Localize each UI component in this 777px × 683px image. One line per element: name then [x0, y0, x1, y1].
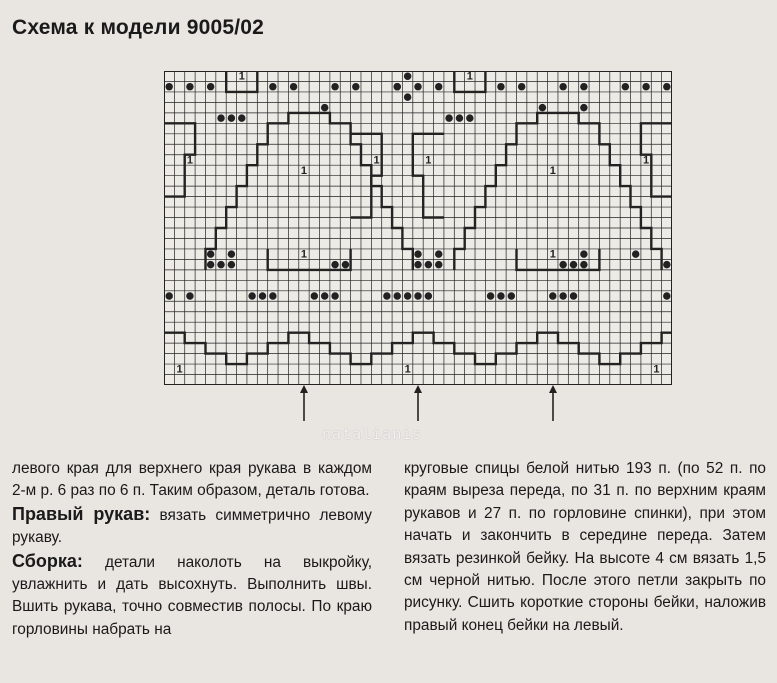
dot-symbol: [642, 83, 649, 90]
dot-symbol: [622, 83, 629, 90]
knitting-chart: [164, 71, 672, 385]
dot-symbol: [632, 250, 639, 257]
dot-symbol: [331, 83, 338, 90]
dot-symbol: [259, 292, 266, 299]
dot-symbol: [228, 114, 235, 121]
dot-symbol: [445, 114, 452, 121]
dot-symbol: [663, 261, 670, 268]
dot-symbol: [414, 83, 421, 90]
stitch-label: 1: [549, 164, 556, 177]
stitch-label: 1: [643, 154, 650, 167]
dot-symbol: [165, 83, 172, 90]
dot-symbol: [549, 292, 556, 299]
dot-symbol: [518, 83, 525, 90]
chart-grid: [164, 71, 672, 385]
text-right-sleeve: вязать симметрично левому рукаву.: [12, 506, 372, 547]
paragraph-right-sleeve: [12, 503, 372, 550]
watermark: natalianis: [322, 425, 423, 443]
heading-right-sleeve: Правый рукав:: [12, 503, 151, 524]
paragraph-neckband: круговые спицы белой нитью 193 п. (по 52 п. по краям выреза переда, по 31 п. по верхним краям рукавов и 27 п. по горловине спинки), при этом начать и закончить в середине переда. Затем вязать резинкой бейку. На высоте 4 см вязать 1,5 см черной нитью. После этого петли закрыть по рисунку. Сшить короткие стороны бейки, наложив правый конец бейки на левый.: [404, 460, 766, 634]
arrow-markers: [0, 385, 777, 425]
stitch-label: 1: [373, 154, 380, 167]
dot-symbol: [186, 83, 193, 90]
dot-symbol: [580, 104, 587, 111]
dot-symbol: [456, 114, 463, 121]
dot-symbol: [414, 292, 421, 299]
dot-symbol: [207, 83, 214, 90]
dot-symbol: [383, 292, 390, 299]
dot-symbol: [559, 261, 566, 268]
dot-symbol: [559, 83, 566, 90]
dot-symbol: [207, 250, 214, 257]
dot-symbol: [414, 261, 421, 268]
dot-symbol: [290, 83, 297, 90]
arrow-up-icon: [299, 385, 309, 421]
dot-symbol: [404, 292, 411, 299]
dot-symbol: [207, 261, 214, 268]
arrow-up-icon: [548, 385, 558, 421]
dot-symbol: [394, 83, 401, 90]
dot-symbol: [580, 261, 587, 268]
dot-symbol: [228, 261, 235, 268]
dot-symbol: [217, 114, 224, 121]
stitch-label: 1: [404, 363, 411, 376]
dot-symbol: [663, 83, 670, 90]
dot-symbol: [497, 83, 504, 90]
dot-symbol: [165, 292, 172, 299]
dot-symbol: [217, 261, 224, 268]
dot-symbol: [321, 292, 328, 299]
dot-symbol: [331, 292, 338, 299]
dot-symbol: [269, 292, 276, 299]
heading-assembly: Сборка:: [12, 550, 83, 571]
dot-symbol: [425, 261, 432, 268]
text-column-right: [404, 458, 766, 637]
text-assembly: детали наколоть на выкройку, увлажнить и дать высохнуть. Выполнить швы. Вшить рукава, точно совместив полосы. По краю горловины набрать на: [12, 553, 372, 638]
dot-symbol: [404, 73, 411, 80]
dot-symbol: [321, 104, 328, 111]
dot-symbol: [248, 292, 255, 299]
stitch-label: 1: [300, 248, 308, 261]
stitch-label: 1: [425, 154, 432, 167]
dot-symbol: [228, 250, 235, 257]
dot-symbol: [404, 93, 411, 100]
paragraph-assembly: [12, 550, 372, 642]
dot-symbol: [435, 250, 442, 257]
dot-symbol: [186, 292, 193, 299]
dot-symbol: [570, 261, 577, 268]
dot-symbol: [663, 292, 670, 299]
stitch-label: 1: [300, 164, 308, 177]
dot-symbol: [497, 292, 504, 299]
paragraph-sleeve-end: левого края для верхнего края рукава в каждом 2-м р. 6 раз по 6 п. Таким образом, деталь готова.: [12, 460, 372, 500]
dot-symbol: [331, 261, 338, 268]
dot-symbol: [425, 292, 432, 299]
dot-symbol: [487, 292, 494, 299]
stitch-label: 1: [186, 154, 193, 167]
dot-symbol: [508, 292, 515, 299]
dot-symbol: [342, 261, 349, 268]
stitch-label: 1: [466, 71, 473, 83]
stitch-label: 1: [238, 71, 245, 83]
dot-symbol: [394, 292, 401, 299]
page-title: Схема к модели 9005/02: [12, 16, 265, 39]
dot-symbol: [570, 292, 577, 299]
dot-symbol: [539, 104, 546, 111]
dot-symbol: [435, 83, 442, 90]
text-column-left: [12, 458, 372, 641]
dot-symbol: [580, 250, 587, 257]
dot-symbol: [311, 292, 318, 299]
stitch-label: 1: [653, 363, 660, 376]
arrow-up-icon: [413, 385, 423, 421]
dot-symbol: [238, 114, 245, 121]
dot-symbol: [269, 83, 276, 90]
stitch-label: 1: [549, 248, 556, 261]
dot-symbol: [559, 292, 566, 299]
dot-symbol: [414, 250, 421, 257]
stitch-label: 1: [176, 363, 183, 376]
dot-symbol: [435, 261, 442, 268]
dot-symbol: [580, 83, 587, 90]
dot-symbol: [352, 83, 359, 90]
dot-symbol: [466, 114, 473, 121]
